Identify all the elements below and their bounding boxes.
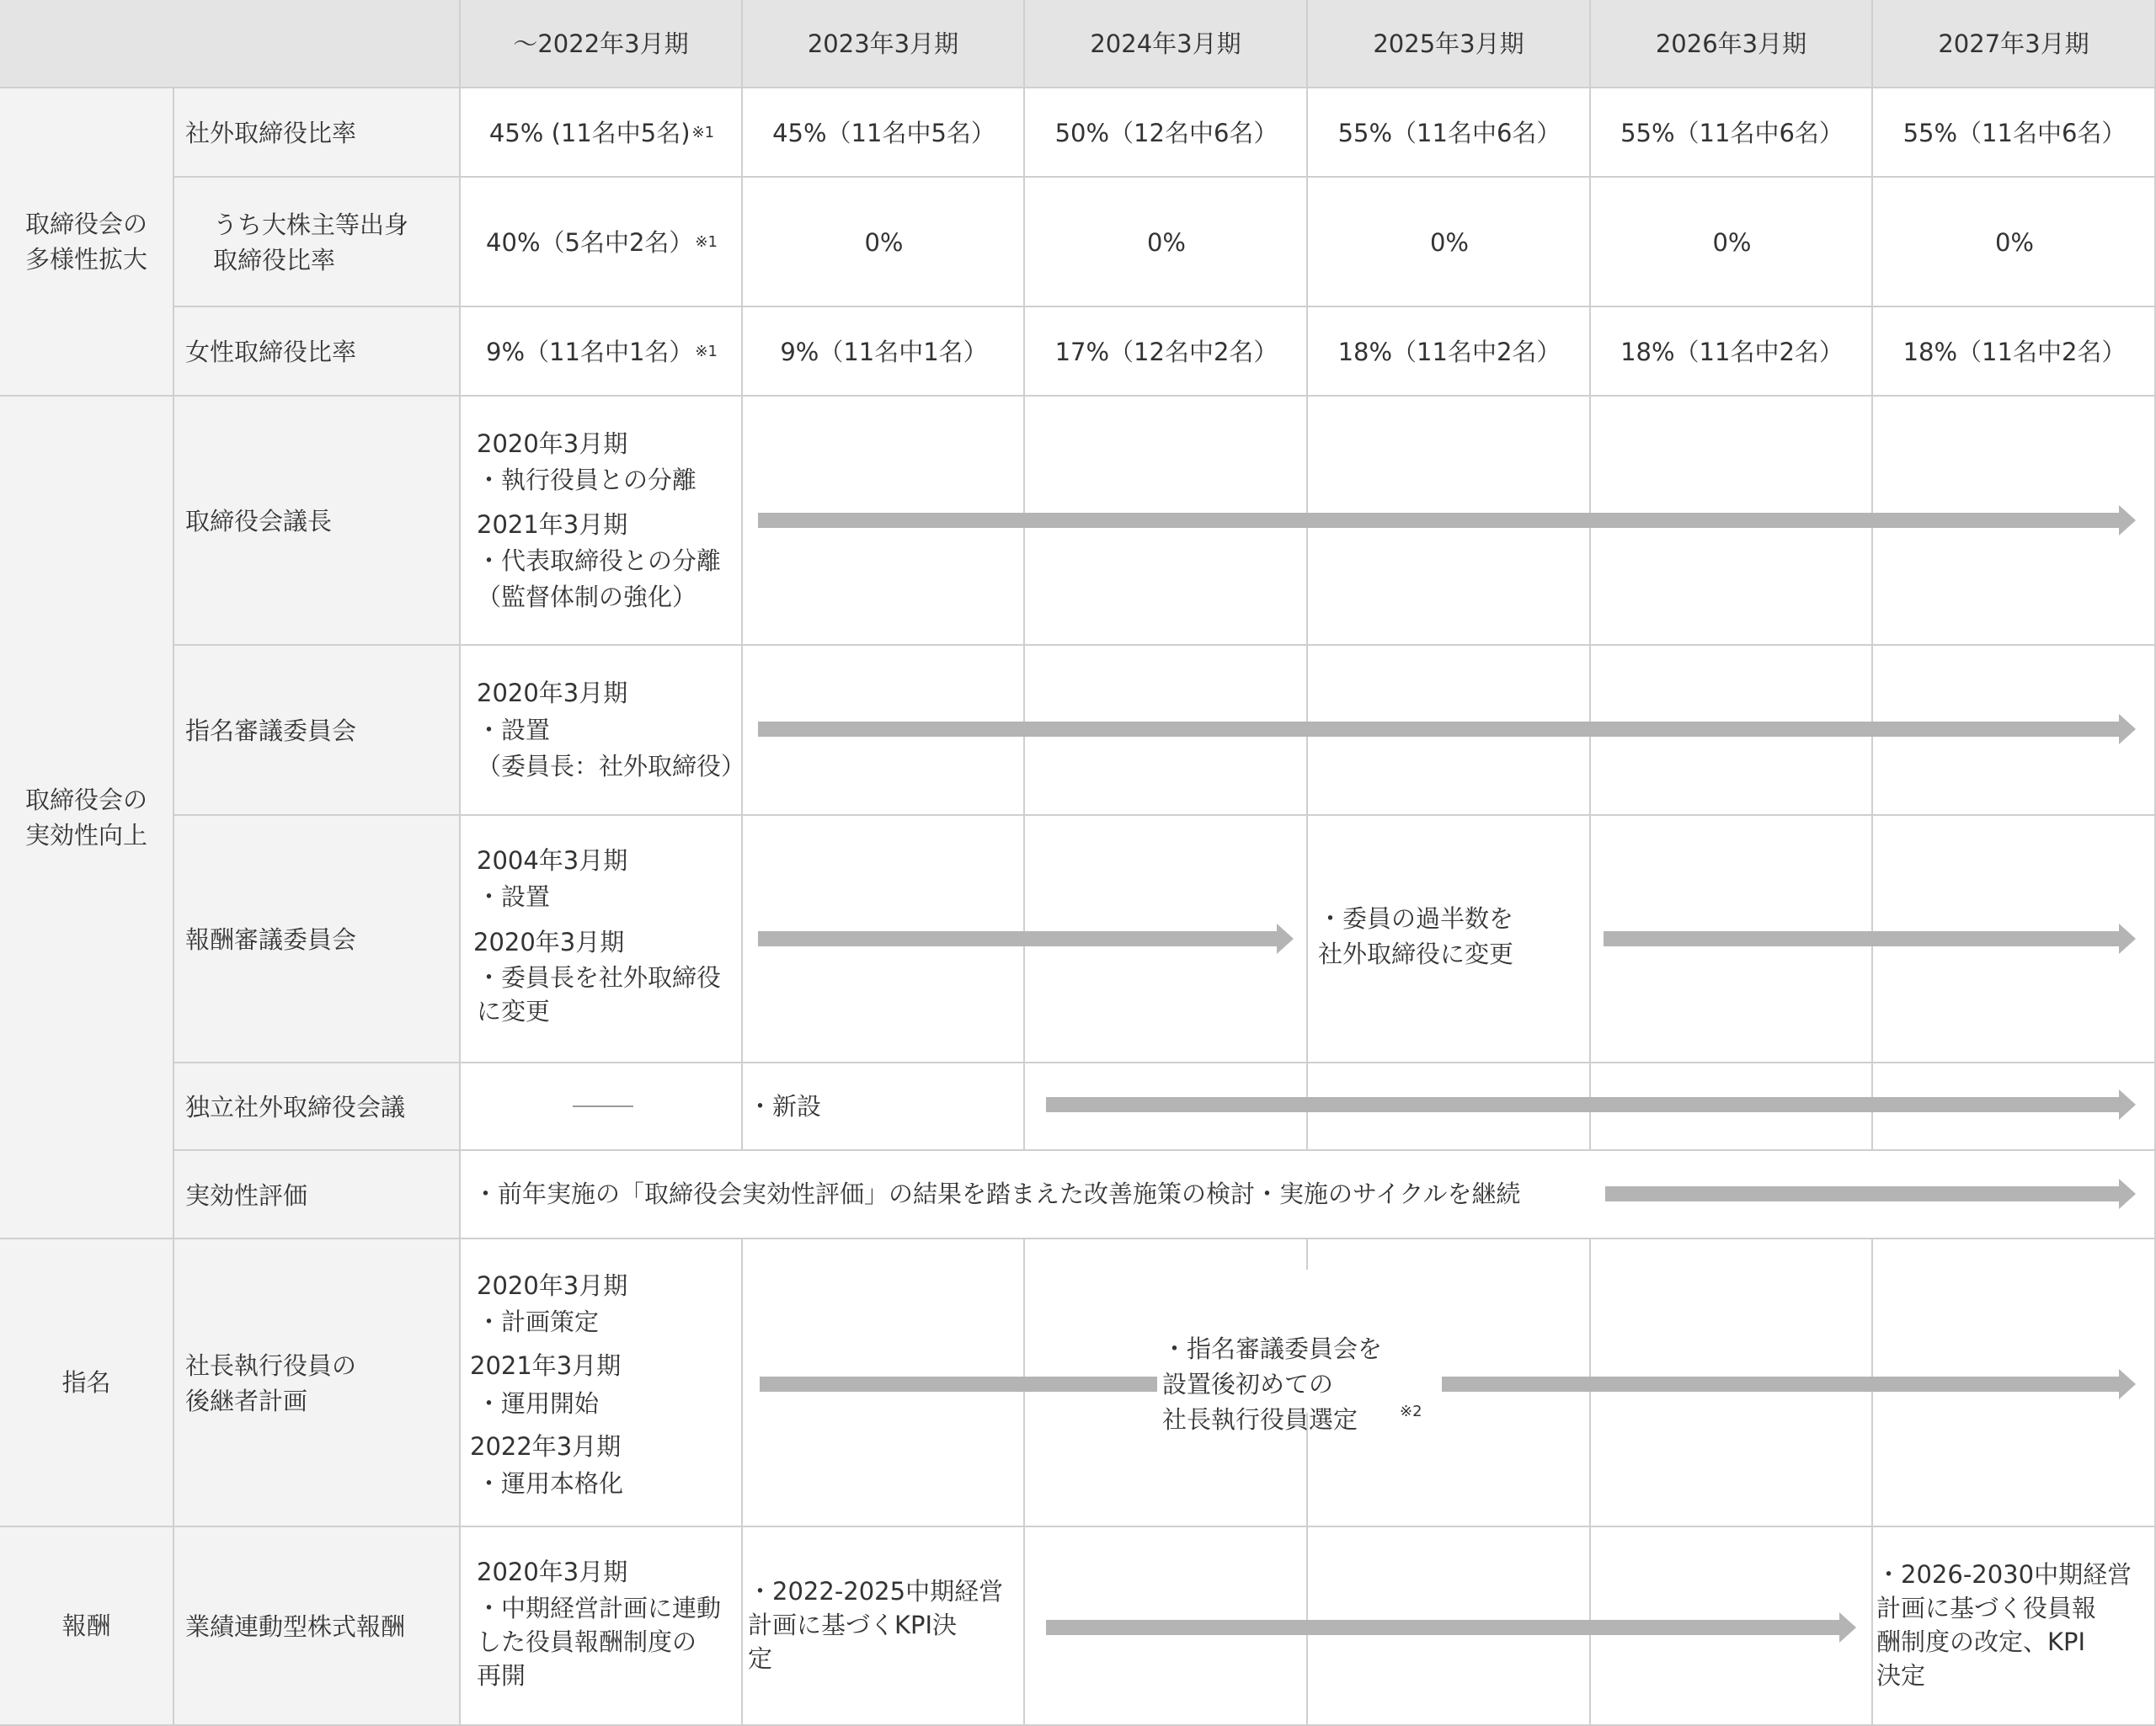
female-ratio-2022: 9%（11名中1名） — [486, 338, 694, 366]
continuation-arrow — [1046, 1620, 1856, 1635]
major-shareholder-2024: 0% — [1146, 228, 1186, 257]
year-header: 2024年3月期 — [1025, 0, 1308, 88]
continuation-arrow — [758, 513, 2136, 528]
history-item: ・ 中期経営計画に連動 した役員報酬制度の 再開 — [477, 1591, 721, 1692]
row-label-cell — [174, 178, 461, 307]
history-item: ・ 運用開始 — [477, 1386, 599, 1421]
row-label-cell — [174, 1063, 461, 1151]
continuation-arrow — [760, 1377, 1157, 1392]
year-header: 2026年3月期 — [1591, 0, 1873, 88]
header-corner — [0, 0, 461, 88]
female-ratio-2026: 18%（11名中2名） — [1620, 338, 1844, 366]
row-label-compensation-committee: 報酬審議委員会 — [185, 925, 357, 954]
outside-ratio-2023: 45%（11名中5名） — [772, 119, 995, 147]
history-sub: （監督体制の強化） — [477, 583, 697, 611]
row-label-cell — [174, 1151, 461, 1239]
succession-milestone-text: ・ 指名審議委員会を 設置後初めての 社長執行役員選定 — [1162, 1331, 1382, 1437]
history-year: 2020年3月期 — [477, 1558, 628, 1586]
major-shareholder-2025: 0% — [1429, 228, 1469, 257]
continuation-arrow — [758, 722, 2136, 737]
row-label-evaluation: 実効性評価 — [185, 1180, 308, 1210]
history-year: 2021年3月期 — [477, 510, 628, 539]
history-year: 2020年3月期 — [477, 429, 628, 458]
year-header: ～2022年3月期 — [461, 0, 743, 88]
row-label-cell — [174, 307, 461, 397]
value-cell: 9%（11名中1名） ※1 — [461, 307, 743, 397]
succession-milestone — [1162, 1331, 1382, 1437]
outside-ratio-2022: 45% (11名中5名) — [488, 119, 691, 147]
continuation-arrow — [1046, 1097, 2136, 1112]
row-label-major-shareholder: うち大株主等出身 取締役比率 — [213, 210, 409, 274]
evaluation-text: ・ 前年実施の「取締役会実効性評価」の結果を踏まえた改善施策の検討・実施のサイクルを継続 — [473, 1176, 1521, 1212]
kpi-2027: ・ 2026-2030中期経営 計画に基づく役員報 酬制度の改定、KPI 決定 — [1876, 1558, 2132, 1692]
history-year: 2020年3月期 — [477, 679, 628, 707]
major-shareholder-2023: 0% — [864, 228, 904, 257]
row-label-cell — [174, 1239, 461, 1527]
history-year: 2004年3月期 — [477, 846, 628, 875]
major-shareholder-2022: 40%（5名中2名） — [486, 228, 694, 257]
history-item: ・ 設置 — [477, 712, 550, 748]
major-shareholder-2026: 0% — [1712, 228, 1752, 257]
outside-ratio-2024: 50%（12名中6名） — [1054, 119, 1278, 147]
row-label-female-ratio: 女性取締役比率 — [185, 338, 357, 366]
outside-ratio-2027: 55%（11名中6名） — [1903, 119, 2127, 147]
history-item: ・ 設置 — [477, 879, 550, 914]
group-nomination: 指名 — [0, 1239, 174, 1527]
group-compensation: 報酬 — [0, 1527, 174, 1726]
group-effectiveness: 取締役会の 実効性向上 — [0, 397, 174, 1239]
history-year: 2020年3月期 — [473, 928, 625, 956]
outside-ratio-2026: 55%（11名中6名） — [1620, 119, 1844, 147]
group-diversity: 取締役会の 多様性拡大 — [0, 88, 174, 397]
grid-cell — [461, 1063, 743, 1151]
continuation-arrow — [1604, 931, 2136, 946]
continuation-arrow — [1605, 1186, 2136, 1201]
outside-ratio-2025: 55%（11名中6名） — [1337, 119, 1561, 147]
row-label-outside-ratio: 社外取締役比率 — [185, 119, 357, 147]
history-item: ・ 運用本格化 — [477, 1466, 623, 1501]
year-header: 2023年3月期 — [743, 0, 1025, 88]
history-item: ・ 委員長を社外取締役 に変更 — [477, 961, 721, 1028]
row-label-cell — [174, 397, 461, 646]
history-item: ・ 代表取締役との分離 — [477, 543, 721, 578]
row-label-cell — [174, 816, 461, 1063]
row-label-cell — [174, 646, 461, 816]
row-label-stock-comp: 業績連動型株式報酬 — [185, 1612, 406, 1641]
compensation-committee-change-2025: ・ 委員の過半数を 社外取締役に変更 — [1318, 901, 1513, 972]
continuation-arrow — [1442, 1377, 2136, 1392]
year-header: 2027年3月期 — [1873, 0, 2156, 88]
continuation-arrow — [758, 931, 1294, 946]
row-label-chairman: 取締役会議長 — [185, 507, 333, 535]
kpi-2023: ・ 2022-2025中期経営 計画に基づくKPI決 定 — [748, 1574, 1003, 1675]
female-ratio-2027: 18%（11名中2名） — [1903, 338, 2127, 366]
row-label-independent-meeting: 独立社外取締役会議 — [185, 1093, 406, 1121]
year-header: 2025年3月期 — [1308, 0, 1591, 88]
history-item: ・ 執行役員との分離 — [477, 462, 696, 498]
none-dash — [573, 1105, 633, 1107]
row-label-cell — [174, 88, 461, 178]
value-cell: 40%（5名中2名） ※1 — [461, 178, 743, 307]
row-label-cell — [174, 1527, 461, 1726]
value-cell: 45% (11名中5名) ※1 — [461, 88, 743, 178]
row-label-nomination-committee: 指名審議委員会 — [185, 717, 357, 745]
major-shareholder-2027: 0% — [1994, 228, 2034, 257]
history-sub: （委員長：社外取締役） — [477, 752, 746, 780]
history-year: 2020年3月期 — [477, 1271, 628, 1300]
history-year: 2021年3月期 — [470, 1351, 622, 1380]
independent-meeting-new: ・ 新設 — [748, 1089, 821, 1124]
history-year: 2022年3月期 — [470, 1432, 622, 1461]
row-label-succession: 社長執行役員の 後継者計画 — [185, 1351, 357, 1415]
female-ratio-2025: 18%（11名中2名） — [1337, 338, 1561, 366]
history-item: ・ 計画策定 — [477, 1304, 599, 1340]
female-ratio-2023: 9%（11名中1名） — [780, 338, 988, 366]
female-ratio-2024: 17%（12名中2名） — [1054, 338, 1278, 366]
